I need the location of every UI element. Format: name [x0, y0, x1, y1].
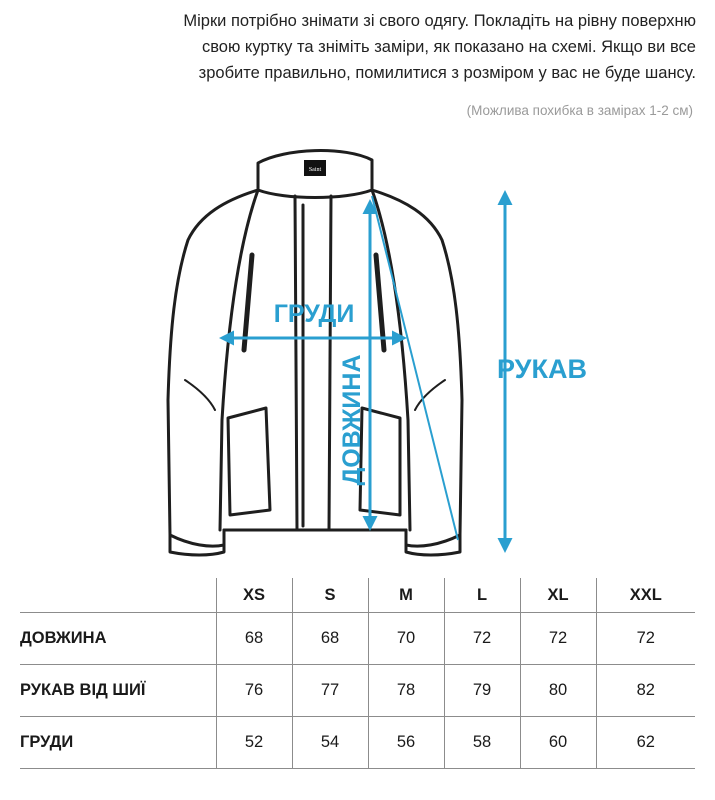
- table-cell: 56: [368, 717, 444, 769]
- instructions-line-1: Мірки потрібно знімати зі свого одягу. Покладіть на рівну поверхню: [183, 12, 696, 30]
- table-cell: 58: [444, 717, 520, 769]
- jacket-measurement-diagram: [0, 135, 715, 575]
- measurement-error-note: (Можлива похибка в замірах 1-2 см): [466, 103, 693, 118]
- size-header-xl: XL: [520, 578, 596, 613]
- table-cell: 68: [216, 613, 292, 665]
- jacket-outline: [168, 151, 462, 555]
- length-label: ДОВЖИНА: [338, 354, 366, 486]
- sleeve-label: РУКАВ: [497, 354, 587, 384]
- row-label: ДОВЖИНА: [20, 613, 216, 665]
- table-cell: 52: [216, 717, 292, 769]
- chest-label: ГРУДИ: [273, 300, 355, 328]
- table-cell: 68: [292, 613, 368, 665]
- table-corner: [20, 578, 216, 613]
- size-header-row: [20, 578, 695, 613]
- table-cell: 62: [596, 717, 695, 769]
- table-cell: 72: [520, 613, 596, 665]
- instructions-text: [20, 8, 696, 86]
- table-cell: 77: [292, 665, 368, 717]
- table-cell: 79: [444, 665, 520, 717]
- table-row-chest: [20, 717, 695, 769]
- table-cell: 78: [368, 665, 444, 717]
- size-header-xxl: XXL: [596, 578, 695, 613]
- instructions-line-2: свою куртку та зніміть заміри, як показано на схемі. Якщо ви все: [201, 38, 696, 56]
- table-cell: 80: [520, 665, 596, 717]
- table-row-sleeve: [20, 665, 695, 717]
- size-header-l: L: [444, 578, 520, 613]
- row-label: ГРУДИ: [20, 717, 216, 769]
- size-header-xs: XS: [216, 578, 292, 613]
- table-cell: 76: [216, 665, 292, 717]
- brand-tag-text: Saint: [308, 167, 322, 173]
- table-cell: 82: [596, 665, 695, 717]
- table-cell: 72: [596, 613, 695, 665]
- instructions-line-3: зробите правильно, помилитися з розміром у вас не буде шансу.: [198, 64, 696, 82]
- table-cell: 60: [520, 717, 596, 769]
- table-cell: 70: [368, 613, 444, 665]
- size-chart-table: [20, 578, 695, 769]
- table-row-length: [20, 613, 695, 665]
- row-label: РУКАВ ВІД ШИЇ: [20, 665, 216, 717]
- table-cell: 54: [292, 717, 368, 769]
- table-cell: 72: [444, 613, 520, 665]
- size-header-m: M: [368, 578, 444, 613]
- size-header-s: S: [292, 578, 368, 613]
